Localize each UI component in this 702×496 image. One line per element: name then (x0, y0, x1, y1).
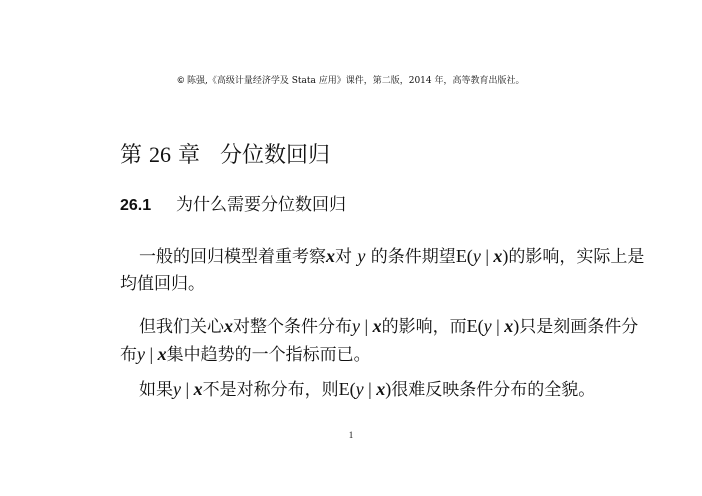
paragraph-3 (120, 376, 650, 404)
p1-text-3: 的条件期望 (365, 247, 456, 267)
p2-expr-open: E( (466, 316, 484, 336)
p2-expr-bar: | (491, 316, 505, 336)
paragraph-2 (120, 313, 650, 369)
p2-math-x: x (224, 316, 233, 336)
p3-text-2: 不是对称分布，则 (202, 380, 339, 400)
p3-math-y: y (173, 379, 181, 399)
p2-math-bar3: | (145, 344, 158, 364)
p2-expr-x: x (504, 316, 514, 336)
p2-text-2: 对整个条件分布 (233, 317, 352, 337)
p3-expr-x: x (376, 379, 386, 399)
p2-math-bar: | (360, 316, 373, 336)
chapter-number: 26 (149, 142, 172, 167)
p3-text-3: 很难反映条件分布的全貌。 (391, 380, 596, 400)
section-number: 26.1 (120, 197, 152, 214)
p2-text-1: 但我们关心 (139, 317, 224, 337)
p2-math-y: y (352, 316, 360, 336)
p1-text-2: 对 (335, 247, 358, 267)
p1-math-x: x (326, 246, 335, 266)
chapter-suffix: 章 (178, 143, 201, 168)
chapter-prefix: 第 (120, 143, 143, 168)
p3-math-x: x (193, 379, 203, 399)
p1-text-1: 一般的回归模型着重考察 (139, 247, 326, 267)
p1-expr-close: ) (502, 246, 509, 266)
p2-math-y3: y (137, 344, 145, 364)
chapter-heading (120, 138, 330, 169)
p2-text-3: 的影响，而 (381, 317, 467, 337)
p1-expr-open: E( (455, 246, 473, 266)
p3-expr-close: ) (385, 379, 392, 399)
citation-text: 陈强,《高级计量经济学及 Stata 应用》课件，第二版，2014 年，高等教育出版社。 (187, 76, 525, 86)
p2-math-x4: x (157, 344, 167, 364)
p3-text-1: 如果 (139, 380, 173, 400)
p1-expr-x: x (493, 246, 503, 266)
paragraph-1 (120, 243, 650, 298)
section-title: 为什么需要分位数回归 (176, 195, 346, 215)
copyright-symbol: © (177, 75, 185, 85)
copyright-line (0, 73, 702, 86)
p3-expr-y: y (355, 379, 364, 399)
section-heading (120, 190, 346, 215)
p1-expr-bar: | (480, 246, 494, 266)
chapter-title: 分位数回归 (220, 143, 331, 168)
p1-text-4: 的影响，实际上是均值回归。 (120, 247, 645, 294)
p1-expr-y: y (472, 246, 481, 266)
p2-expr-y: y (483, 316, 492, 336)
p1-math-y: y (357, 246, 366, 266)
p3-math-bar: | (181, 379, 194, 399)
page-number: 1 (348, 430, 354, 440)
p2-math-x2: x (372, 316, 382, 336)
p2-text-4: 只是刻画条件分布 (120, 317, 639, 365)
p2-expr-close: ) (513, 316, 520, 336)
p3-expr-bar: | (363, 379, 377, 399)
p2-text-5: 集中趋势的一个指标而已。 (166, 345, 371, 365)
p3-expr-open: E( (338, 379, 356, 399)
